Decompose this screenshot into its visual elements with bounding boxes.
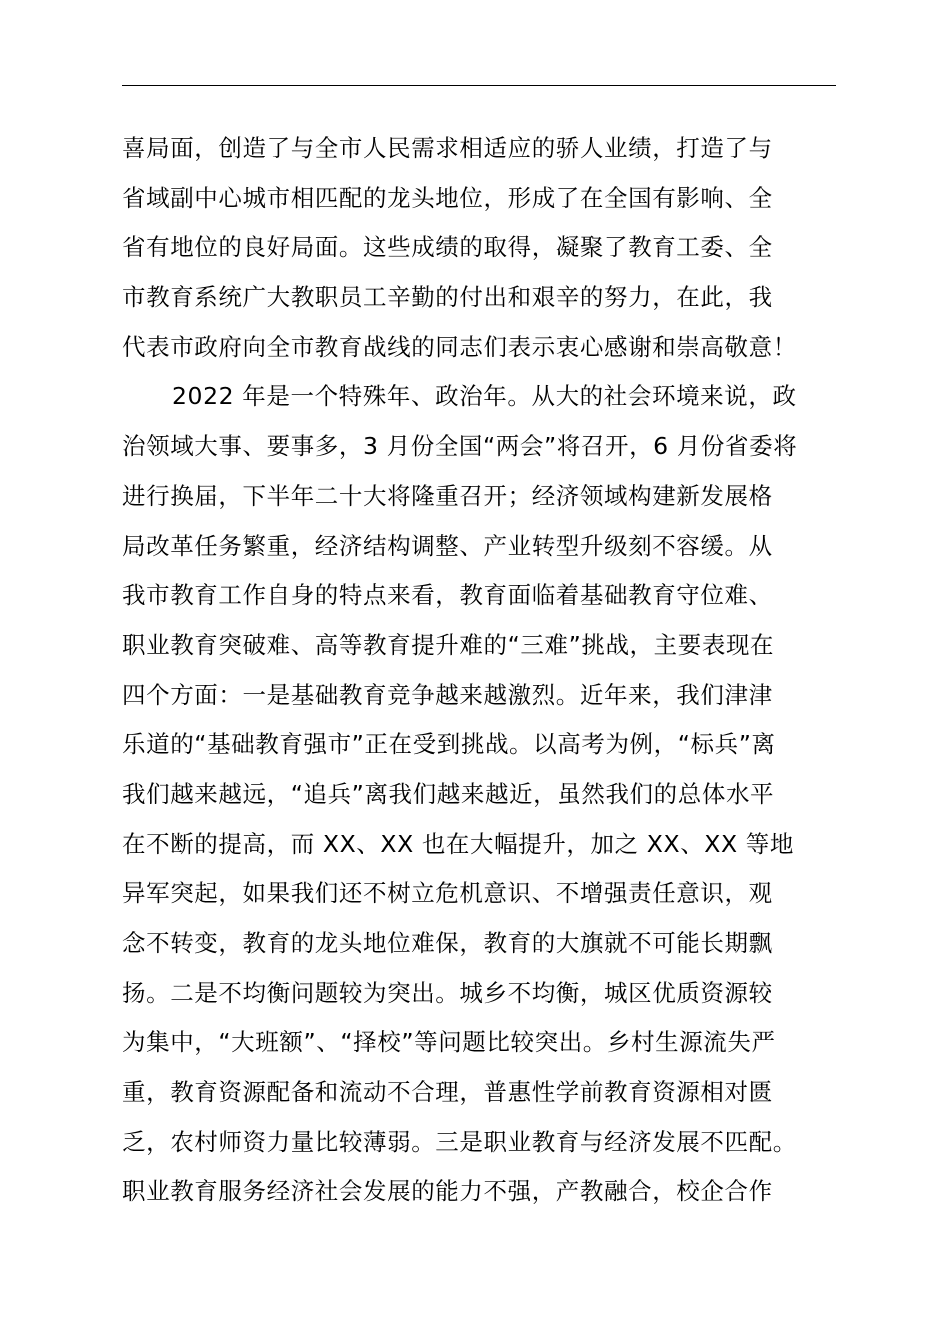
text-line: 念不转变，教育的龙头地位难保，教育的大旗就不可能长期飘	[122, 929, 773, 957]
text-line: 治领域大事、要事多，3 月份全国“两会”将召开，6 月份省委将	[122, 432, 798, 461]
text-line: 职业教育服务经济社会发展的能力不强，产教融合，校企合作	[122, 1177, 773, 1206]
text-line: 进行换届，下半年二十大将隆重召开；经济领域构建新发展格	[122, 481, 773, 510]
text-line: 异军突起，如果我们还不树立危机意识、不增强责任意识，观	[122, 879, 773, 908]
text-line: 扬。二是不均衡问题较为突出。城乡不均衡，城区优质资源较	[122, 978, 773, 1007]
header-rule	[122, 85, 836, 86]
text-line: 重，教育资源配备和流动不合理，普惠性学前教育资源相对匮	[122, 1078, 773, 1107]
text-line: 职业教育突破难、高等教育提升难的“三难”挑战，主要表现在	[122, 630, 775, 659]
text-line: 省域副中心城市相匹配的龙头地位，形成了在全国有影响、全	[122, 183, 773, 212]
text-line: 代表市政府向全市教育战线的同志们表示衷心感谢和崇高敬意！	[122, 332, 797, 361]
document-body	[122, 124, 858, 1217]
text-line: 市教育系统广大教职员工辛勤的付出和艰辛的努力，在此，我	[122, 283, 773, 312]
paragraph-first-line: 2022 年是一个特殊年、政治年。从大的社会环境来说，政	[172, 382, 797, 411]
text-line: 省有地位的良好局面。这些成绩的取得，凝聚了教育工委、全	[122, 233, 773, 262]
text-line: 乐道的“基础教育强市”正在受到挑战。以高考为例，“标兵”离	[122, 730, 776, 759]
text-line: 我市教育工作自身的特点来看，教育面临着基础教育守位难、	[122, 581, 773, 610]
text-line: 在不断的提高，而 XX、XX 也在大幅提升，加之 XX、XX 等地	[122, 829, 794, 858]
text-line: 我们越来越远，“追兵”离我们越来越近，虽然我们的总体水平	[122, 779, 775, 808]
text-line: 为集中，“大班额”、“择校”等问题比较突出。乡村生源流失严	[122, 1028, 776, 1057]
text-line: 局改革任务繁重，经济结构调整、产业转型升级刻不容缓。从	[122, 531, 773, 560]
text-line: 四个方面：一是基础教育竞争越来越激烈。近年来，我们津津	[122, 680, 773, 709]
text-line: 喜局面，创造了与全市人民需求相适应的骄人业绩，打造了与	[122, 134, 773, 162]
text-line: 乏，农村师资力量比较薄弱。三是职业教育与经济发展不匹配。	[122, 1127, 797, 1156]
